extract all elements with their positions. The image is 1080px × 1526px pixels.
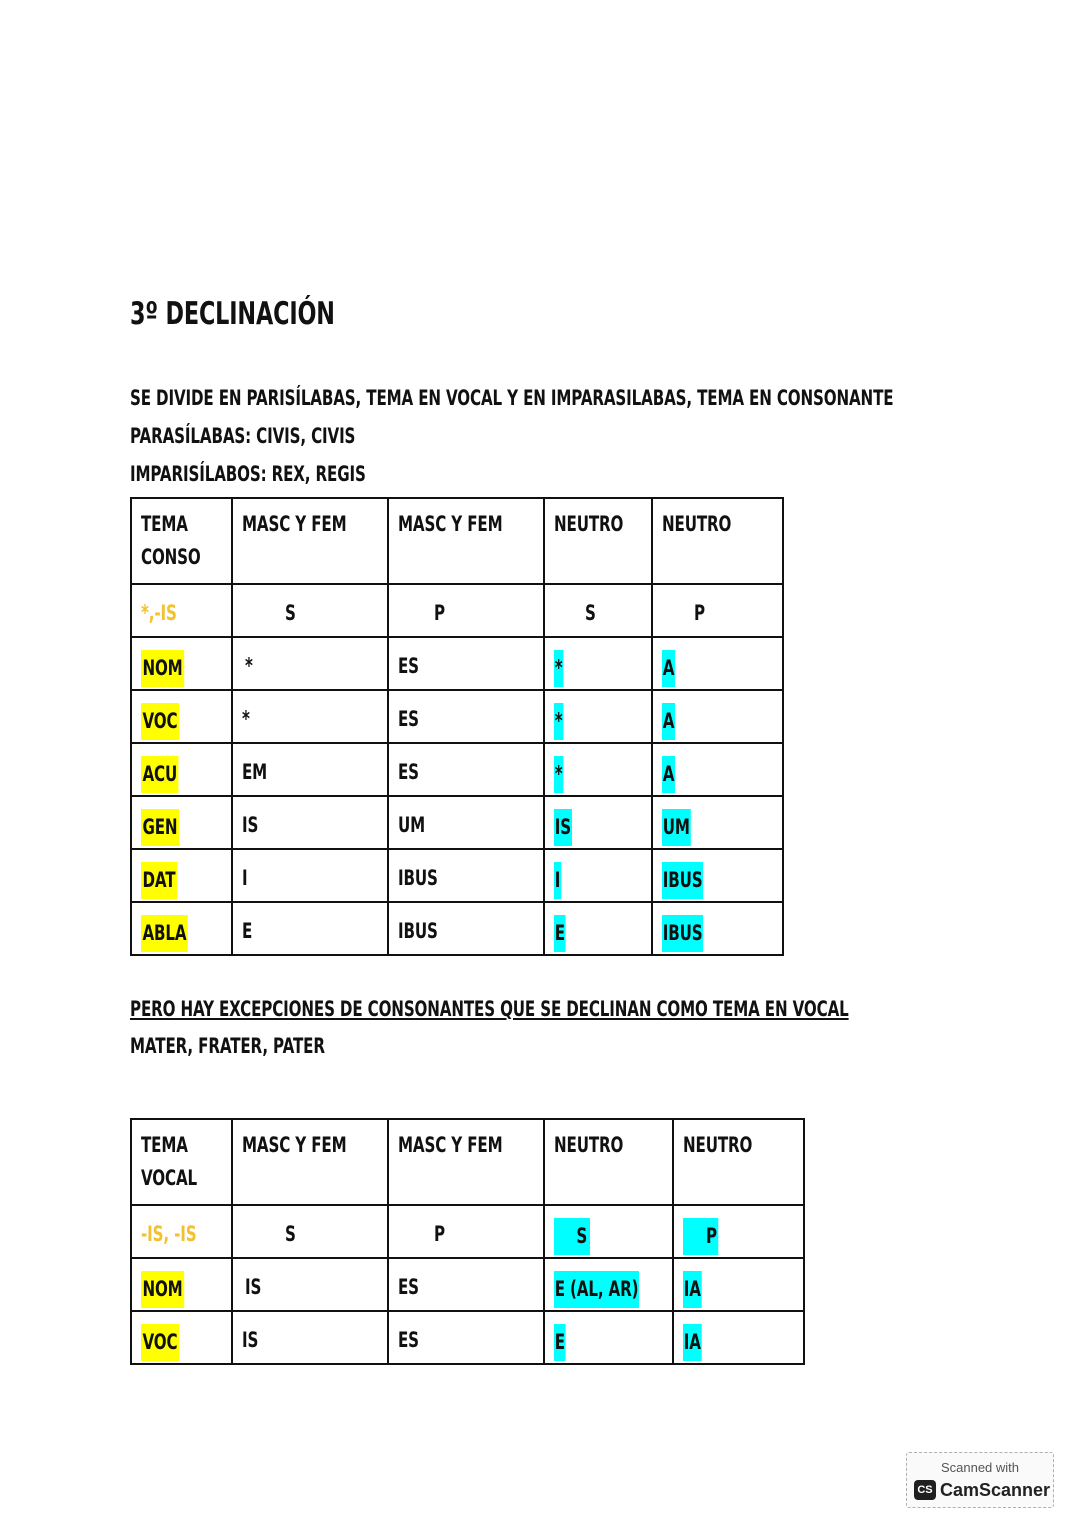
ending-cell: E (AL, AR): [554, 1271, 639, 1308]
ending-cell: I: [554, 862, 561, 899]
ending-cell: *: [245, 654, 253, 678]
table-subheader-row: [131, 584, 783, 637]
table-subheader-row: [131, 1205, 804, 1258]
case-label: DAT: [141, 862, 177, 899]
camscanner-logo-icon: CS: [914, 1480, 936, 1500]
vowel-stem-table: [130, 1118, 805, 1365]
header-cell: TEMA CONSO: [141, 512, 201, 569]
case-label: ABLA: [141, 915, 188, 952]
badge-caption: Scanned with: [940, 1460, 1020, 1475]
intro-line: SE DIVIDE EN PARISÍLABAS, TEMA EN VOCAL Y EN IMPARASILABAS, TEMA EN CONSONANTE: [130, 386, 894, 410]
ending-cell: ES: [398, 760, 420, 784]
header-cell: MASC Y FEM: [242, 512, 347, 536]
exception-heading: PERO HAY EXCEPCIONES DE CONSONANTES QUE SE DECLINAN COMO TEMA EN VOCAL: [130, 997, 849, 1021]
ending-cell: I: [242, 866, 248, 890]
intro-line: IMPARISÍLABOS: REX, REGIS: [130, 462, 366, 486]
ending-cell: IS: [242, 813, 259, 837]
case-label: NOM: [141, 1271, 184, 1308]
number-label: S: [285, 1222, 296, 1246]
ending-cell: ES: [398, 1328, 420, 1352]
ending-cell: UM: [398, 813, 426, 837]
table-row: [131, 849, 783, 902]
header-cell: MASC Y FEM: [398, 1133, 503, 1157]
stem-ending: -IS, -IS: [141, 1222, 197, 1246]
ending-cell: E: [554, 1324, 566, 1361]
table-row: [131, 743, 783, 796]
ending-cell: A: [662, 703, 675, 740]
page-title: 3º DECLINACIÓN: [130, 296, 335, 332]
ending-cell: ES: [398, 1275, 420, 1299]
header-cell: NEUTRO: [554, 1133, 624, 1157]
number-label: P: [683, 1218, 718, 1255]
header-cell: TEMA VOCAL: [141, 1133, 198, 1190]
ending-cell: IS: [245, 1275, 262, 1299]
case-label: VOC: [141, 703, 179, 740]
case-label: VOC: [141, 1324, 179, 1361]
ending-cell: E: [554, 915, 566, 952]
header-cell: NEUTRO: [662, 512, 732, 536]
number-label: P: [434, 601, 446, 625]
ending-cell: *: [554, 703, 563, 740]
consonant-stem-table: [130, 497, 784, 956]
ending-cell: IBUS: [662, 915, 703, 952]
number-label: S: [554, 1218, 590, 1255]
exception-examples: MATER, FRATER, PATER: [130, 1034, 325, 1058]
table-row: [131, 637, 783, 690]
header-cell: MASC Y FEM: [242, 1133, 347, 1157]
case-label: GEN: [141, 809, 179, 846]
case-label: NOM: [141, 650, 184, 687]
table-header-row: [131, 498, 783, 584]
ending-cell: IA: [683, 1324, 701, 1361]
ending-cell: IA: [683, 1271, 701, 1308]
ending-cell: EM: [242, 760, 268, 784]
ending-cell: IBUS: [398, 866, 438, 890]
header-cell: NEUTRO: [683, 1133, 753, 1157]
ending-cell: A: [662, 650, 675, 687]
number-label: P: [694, 601, 706, 625]
header-cell: MASC Y FEM: [398, 512, 503, 536]
ending-cell: *: [554, 650, 563, 687]
number-label: S: [285, 601, 296, 625]
intro-line: PARASÍLABAS: CIVIS, CIVIS: [130, 424, 356, 448]
ending-cell: A: [662, 756, 675, 793]
stem-ending: *,-IS: [141, 601, 177, 625]
table-row: [131, 1311, 804, 1364]
badge-brand: CamScanner: [940, 1480, 1051, 1500]
ending-cell: IS: [242, 1328, 259, 1352]
case-label: ACU: [141, 756, 179, 793]
ending-cell: *: [554, 756, 563, 793]
header-cell: NEUTRO: [554, 512, 624, 536]
table-row: [131, 796, 783, 849]
number-label: P: [434, 1222, 446, 1246]
ending-cell: IBUS: [398, 919, 438, 943]
camscanner-badge: [906, 1452, 1054, 1508]
table-header-row: [131, 1119, 804, 1205]
ending-cell: *: [242, 707, 250, 731]
table-row: [131, 902, 783, 955]
ending-cell: ES: [398, 654, 420, 678]
table-row: [131, 690, 783, 743]
ending-cell: UM: [662, 809, 690, 846]
table-row: [131, 1258, 804, 1311]
ending-cell: IS: [554, 809, 572, 846]
ending-cell: E: [242, 919, 253, 943]
ending-cell: IBUS: [662, 862, 703, 899]
number-label: S: [585, 601, 596, 625]
ending-cell: ES: [398, 707, 420, 731]
